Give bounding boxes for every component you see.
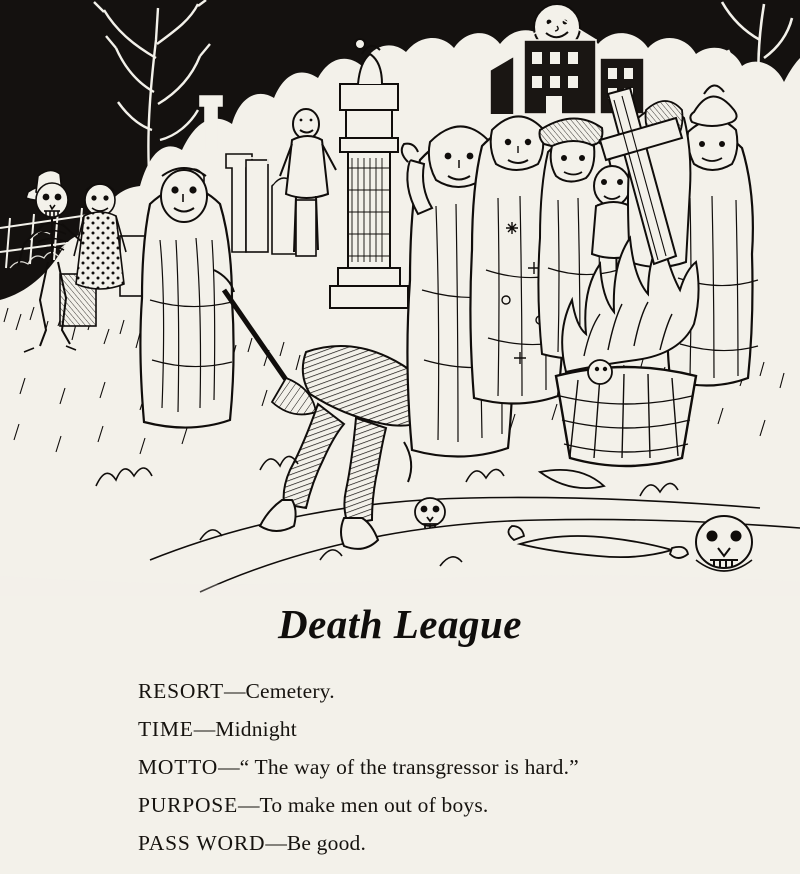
detail-value: Midnight [215, 717, 297, 741]
detail-row-purpose [138, 786, 738, 824]
detail-separator: — [193, 717, 216, 741]
caption-block [0, 600, 800, 648]
detail-label: TIME [138, 717, 194, 741]
detail-value: Cemetery. [245, 679, 335, 703]
caption-title: Death League [278, 601, 522, 647]
detail-row-motto [138, 748, 738, 786]
detail-label: MOTTO [138, 755, 219, 779]
detail-row-resort [138, 672, 738, 710]
detail-value: To make men out of boys. [259, 793, 489, 817]
detail-row-pass-word [138, 824, 738, 862]
detail-separator: — [223, 679, 246, 703]
detail-separator: — [265, 831, 287, 855]
detail-row-time [138, 710, 738, 748]
club-details-list [138, 672, 738, 862]
detail-separator: — [218, 755, 240, 779]
detail-separator: — [238, 793, 260, 817]
detail-value: Be good. [286, 831, 367, 855]
detail-label: RESORT [138, 679, 224, 703]
detail-label: PURPOSE [138, 793, 238, 817]
detail-label: PASS WORD [138, 831, 266, 855]
detail-value: “ The way of the transgressor is hard.” [239, 755, 579, 779]
